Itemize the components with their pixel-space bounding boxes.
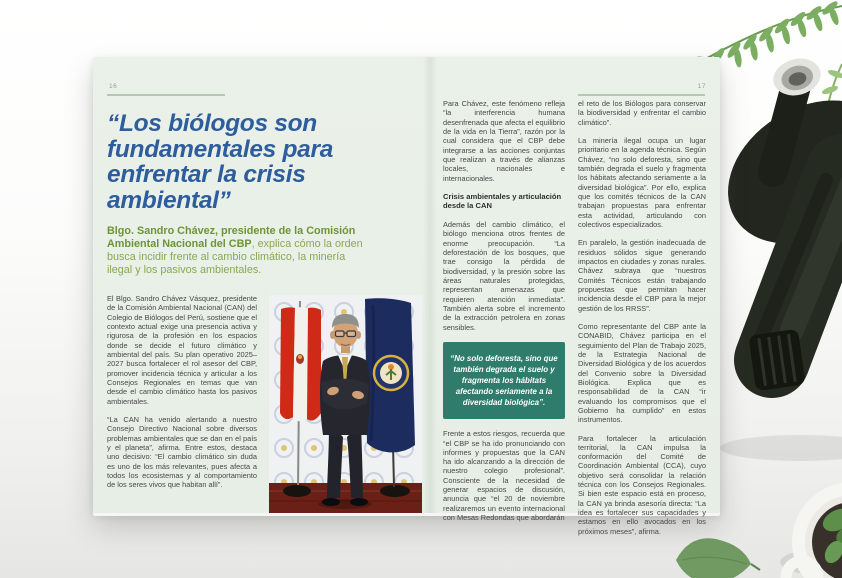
body-paragraph: En paralelo, la gestión inadecuada de residuos sólidos sigue generando impactos en ciudades y zonas rurales. Chávez subraya que “nuestros Comités Técnicos están trabajando propuestas que permitan hacer incidencia desde el CBP para la mejor gestión de los RRSS”. bbox=[578, 238, 706, 313]
portrait-photo bbox=[269, 295, 422, 513]
standfirst-rest: , explica cómo la orden busca incidir frente al cambio climático, la minería ilegal y los pasivos ambientales. bbox=[107, 238, 363, 277]
header-rule-left bbox=[107, 94, 225, 96]
section-heading: Crisis ambientales y articulación desde la CAN bbox=[443, 191, 562, 211]
plant-cup-icon bbox=[780, 482, 842, 578]
body-paragraph: La minería ilegal ocupa un lugar prioritario en la agenda técnica. Según Chávez, “no solo deforesta, sino que también degrada el suelo y fragmenta los hábitats afectando seriamente a la diversidad biológica”. Por ello, explica que los comités técnicos de la CAN trabajan propuestas para enfrentar esta actividad, articulando con colectivos especializados. bbox=[578, 135, 706, 229]
pull-quote: “No solo deforesta, sino que también degrada el suelo y fragmenta los hábitats afectando seriamente a la diversidad biológica”. bbox=[443, 342, 565, 419]
microscope-icon bbox=[701, 53, 842, 461]
header-rule-right bbox=[578, 94, 705, 96]
page-left bbox=[93, 57, 430, 513]
right-column-1 bbox=[443, 99, 565, 531]
left-body-column bbox=[107, 294, 257, 499]
article-standfirst bbox=[107, 225, 363, 277]
standfirst-bold: Blgo. Sandro Chávez, presidente de la Comisión Ambiental Nacional del CBP bbox=[107, 225, 356, 251]
body-paragraph: Como representante del CBP ante la CONABID, Chávez participa en el seguimiento del Plan de Trabajo 2025, de la Estrategia Nacional de Diversidad Biológica y de los acuerdos del Convenio sobre la Diversidad Biológica. Explica que es responsabilidad de la CAN “ir evaluando los compromisos que el Gobierno ha cumplido” en estos instrumentos. bbox=[578, 321, 706, 425]
magazine-spread bbox=[93, 57, 720, 536]
body-paragraph: “La CAN ha venido alertando a nuestro Consejo Directivo Nacional sobre diversos problemas ambientales que se dan en el país y el planeta”, afirma. Entre estos, destaca uno decisivo: “El cambio climático sin duda es uno de los más relevantes, pues afecta a todos los ecosistemas y al comportamiento de los seres vivos que habitan allí”. bbox=[107, 414, 257, 490]
page-right bbox=[430, 57, 720, 536]
body-paragraph: Para Chávez, este fenómeno refleja “la interferencia humana desenfrenada que afecta el equilibrio de la vida en la Tierra”, razón por la cual considera que el CBP debe integrarse a las acciones conjuntas que realizan a través de alianzas locales, nacionales e internacionales. bbox=[443, 99, 565, 183]
page-number-left: 16 bbox=[109, 83, 118, 90]
body-paragraph: Frente a estos riesgos, recuerda que “el CBP se ha ido pronunciando con informes y propuestas que la CAN ha ido alcanzando a la dirección de nuestro colegio profesional”. Consciente de la necesidad de generar espacios de discusión, anuncia que “el 20 de noviembre realizaremos un evento internacional con Mesas Redondas que abordarán bbox=[443, 429, 565, 523]
body-paragraph: El Blgo. Sandro Chávez Vásquez, presidente de la Comisión Ambiental Nacional (CAN) del Colegio de Biólogos del Perú, sostiene que el contexto actual exige una presencia activa y rigurosa de la profesión en los espacios donde se decide el futuro climático y ambiental del país. Su plan operativo 2025–2027 busca fortalecer el rol asesor del CBP, promover incidencia técnica y articular a los Consejos Regionales en temas que van desde el cambio climático hasta los pasivos ambientales. bbox=[107, 294, 257, 406]
body-paragraph: el reto de los Biólogos para conservar la biodiversidad y enfrentar el cambio climático”. bbox=[578, 99, 706, 127]
body-paragraph: Para fortalecer la articulación territorial, la CAN impulsa la conformación del Comité de Coordinación Ambiental (CCA), cuyo objetivo será consolidar la relación técnica con los Consejos Regionales. Si bien este espacio está en proceso, la CAN ya brinda asesoría directa: “La idea es fortalecer sus capacidades y estamos en ello avocados en los próximos meses”, afirma. bbox=[578, 433, 706, 536]
article-title: “Los biólogos son fundamentales para enfrentar la crisis ambiental” bbox=[107, 110, 334, 215]
portrait-illustration bbox=[269, 295, 422, 513]
right-column-2 bbox=[578, 99, 706, 545]
page-number-right: 17 bbox=[697, 83, 706, 90]
body-paragraph: Además del cambio climático, el biólogo menciona otros frentes de enorme preocupación. “La deforestación de los bosques, que trae consigo la pérdida de biodiversidad, y la presión sobre las áreas naturales protegidas, representan amenazas que requieren atención inmediata”. También alerta sobre el incremento de la extracción petrolera en zonas sensibles. bbox=[443, 219, 565, 332]
